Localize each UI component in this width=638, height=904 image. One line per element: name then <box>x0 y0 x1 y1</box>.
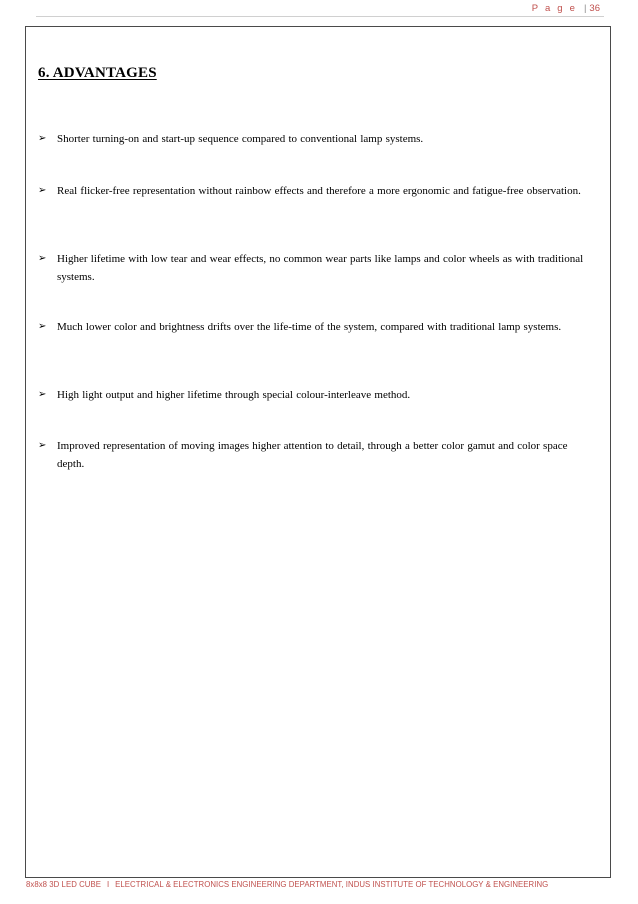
page-number <box>532 3 600 14</box>
footer-separator: I <box>106 880 110 889</box>
list-item <box>38 130 594 148</box>
list-item <box>38 318 594 336</box>
arrow-bullet-icon: ➢ <box>38 389 47 400</box>
section-heading: 6. ADVANTAGES <box>38 65 157 81</box>
arrow-bullet-icon: ➢ <box>38 440 47 451</box>
arrow-bullet-icon: ➢ <box>38 185 47 196</box>
footer-department: ELECTRICAL & ELECTRONICS ENGINEERING DEPARTMENT, INDUS INSTITUTE OF TECHNOLOGY & ENGINEERING <box>115 880 549 889</box>
arrow-bullet-icon: ➢ <box>38 133 47 144</box>
footer-project: 8x8x8 3D LED CUBE <box>26 880 101 889</box>
page-footer <box>26 880 548 889</box>
arrow-bullet-icon: ➢ <box>38 321 47 332</box>
header-rule <box>36 16 604 17</box>
list-item <box>38 182 594 200</box>
list-item-text: Shorter turning-on and start-up sequence compared to conventional lamp systems. <box>57 133 424 145</box>
page-number-separator: | <box>583 3 587 14</box>
list-item-text: Real flicker-free representation without rainbow effects and therefore a more ergonomic and fatigue-free observation. <box>57 185 581 197</box>
page-number-value: 36 <box>589 3 600 14</box>
list-item-text: High light output and higher lifetime through special colour-interleave method. <box>57 389 411 401</box>
page-label: P a g e <box>531 3 578 14</box>
list-item <box>38 250 594 286</box>
list-item <box>38 386 594 404</box>
list-item-text: Improved representation of moving images higher attention to detail, through a better color gamut and color space depth. <box>57 440 568 470</box>
list-item <box>38 437 594 473</box>
arrow-bullet-icon: ➢ <box>38 253 47 264</box>
list-item-text: Much lower color and brightness drifts over the life-time of the system, compared with traditional lamp systems. <box>57 321 562 333</box>
list-item-text: Higher lifetime with low tear and wear effects, no common wear parts like lamps and color wheels as with traditional systems. <box>57 253 584 283</box>
